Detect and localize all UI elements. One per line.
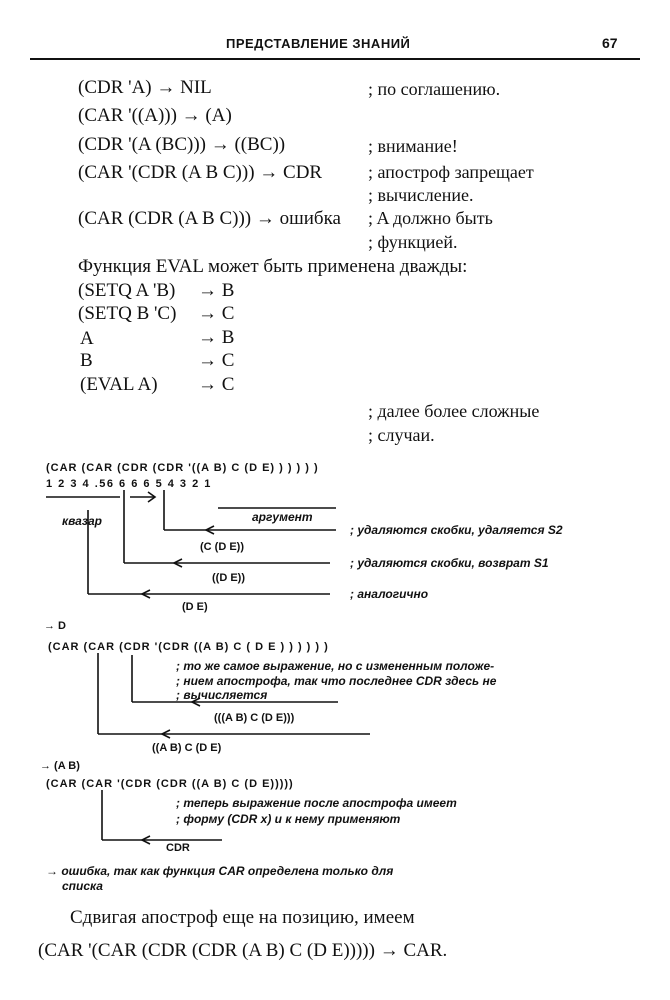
eval-code: B — [80, 350, 93, 371]
example-comment: ; по соглашению. — [368, 79, 501, 99]
diagram1-sub2: ((D E)) — [212, 572, 245, 584]
example-comment: ; вычисление. — [368, 185, 474, 205]
diagram2-comment: ; нием апострофа, так что последнее CDR здесь не — [176, 674, 497, 688]
example-comment: ; апостроф запрещает — [368, 162, 534, 182]
eval-code: (SETQ A 'B) — [78, 280, 176, 301]
diagram1-indices: 1 2 3 4 .56 6 6 6 5 4 3 2 1 — [46, 478, 212, 490]
example-code: (CAR '((A))) → (A) — [78, 105, 232, 126]
diagram1-result: → D — [44, 620, 66, 632]
diagram1-expression: (CAR (CAR (CDR (CDR '((A B) C (D E) ) ) ) ) ) — [46, 462, 319, 474]
eval-result: → B — [198, 327, 235, 348]
example-code: (CAR (CDR (A B C))) → ошибка — [78, 208, 341, 229]
eval-intro: Функция EVAL может быть применена дважды: — [78, 256, 468, 277]
eval-result: → B — [198, 280, 235, 301]
eval-code: (SETQ B 'C) — [78, 303, 177, 324]
example-code: (CDR 'A) → NIL — [78, 77, 212, 98]
eval-comment: ; случаи. — [368, 425, 435, 445]
diagram3-sub1: CDR — [166, 842, 190, 854]
page-number: 67 — [602, 35, 618, 51]
diagram2-sub2: ((A B) C (D E) — [152, 742, 222, 754]
diagram3-result-cont: списка — [62, 879, 103, 893]
diagram1-sub3: (D E) — [182, 601, 208, 613]
diagram1-label-kvazar: квазар — [62, 514, 102, 528]
example-code: (CDR '(A (BC))) → ((BC)) — [78, 134, 286, 155]
diagram2-expression: (CAR (CAR (CDR '(CDR ((A B) C ( D E ) ) ) ) ) ) — [48, 641, 329, 653]
example-comment: ; внимание! — [368, 136, 458, 156]
diagram3-result: → ошибка, так как функция CAR определена только для — [46, 864, 394, 878]
diagram2-comment: ; то же самое выражение, но с измененным положе- — [176, 659, 495, 673]
diagram1-comment: ; удаляются скобки, удаляется S2 — [350, 523, 563, 537]
diagram1-comment: ; аналогично — [350, 587, 429, 601]
diagram2-comment: ; вычисляется — [176, 688, 268, 702]
closing-formula: (CAR '(CAR (CDR (CDR (A B) C (D E))))) → CAR. — [38, 940, 448, 961]
diagram2-sub1: (((A B) C (D E))) — [214, 712, 295, 724]
eval-code: (EVAL A) — [80, 374, 158, 395]
diagram3-expression: (CAR (CAR '(CDR (CDR ((A B) C (D E))))) — [46, 778, 294, 790]
diagram2-result: → (A B) — [40, 760, 80, 772]
diagram1-sub1: (C (D E)) — [200, 541, 244, 553]
eval-comment: ; далее более сложные — [368, 401, 540, 421]
eval-result: → C — [198, 350, 235, 371]
closing-text: Сдвигая апостроф еще на позицию, имеем — [70, 907, 415, 928]
example-comment: ; функцией. — [368, 232, 458, 252]
example-code: (CAR '(CDR (A B C))) → CDR — [78, 162, 323, 183]
diagram1-label-argument: аргумент — [252, 510, 313, 524]
diagram1-comment: ; удаляются скобки, возврат S1 — [350, 556, 549, 570]
eval-result: → C — [198, 374, 235, 395]
eval-code: A — [80, 328, 94, 349]
example-comment: ; A должно быть — [368, 208, 493, 228]
eval-result: → C — [198, 303, 235, 324]
running-header: ПРЕДСТАВЛЕНИЕ ЗНАНИЙ — [226, 36, 411, 51]
diagram3-comment: ; теперь выражение после апострофа имеет — [176, 796, 457, 810]
diagram3-comment: ; форму (CDR x) и к нему применяют — [176, 812, 401, 826]
